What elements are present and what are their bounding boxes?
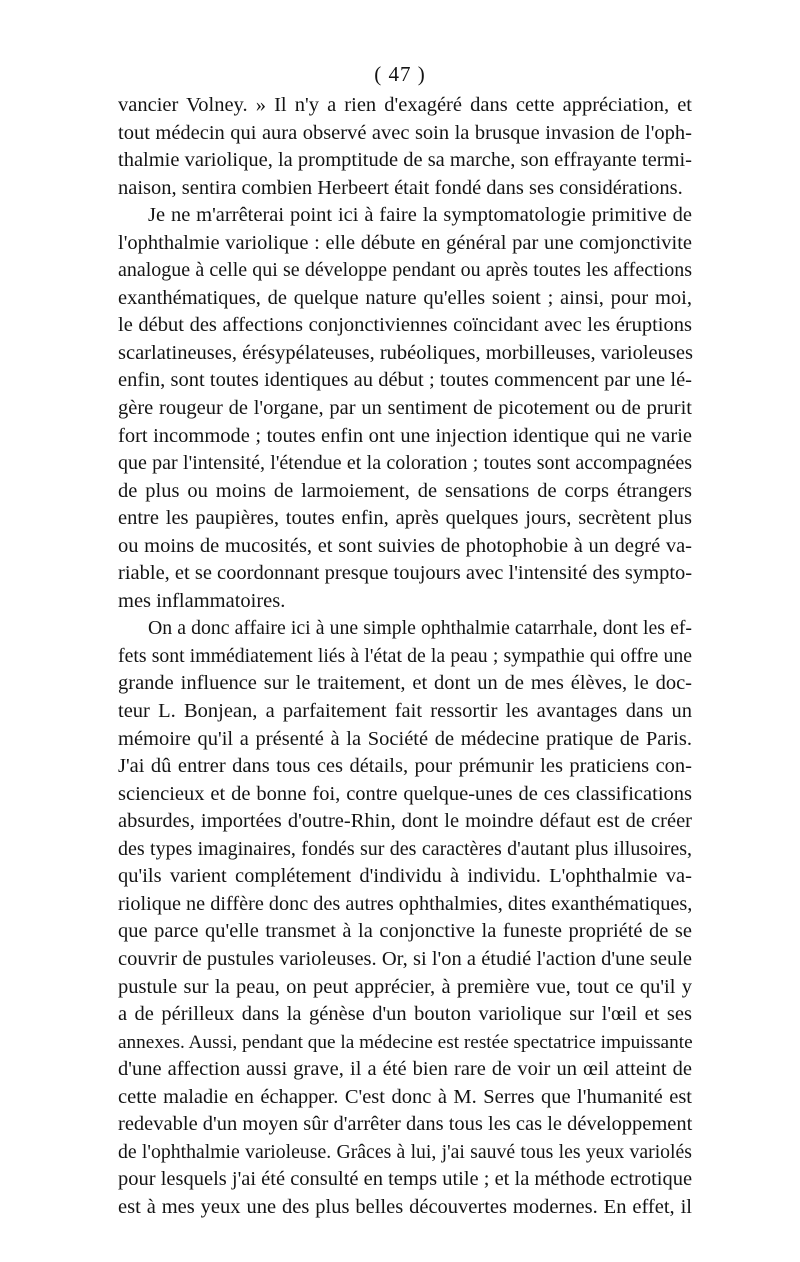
text-line: que par l'intensité, l'étendue et la coloration ; toutes sont accompagnées — [118, 452, 692, 475]
text-line: des types imaginaires, fondés sur des caractères d'autant plus illusoires, — [118, 837, 692, 860]
text-line: d'une affection aussi grave, il a été bien rare de voir un œil atteint de — [118, 1058, 692, 1081]
text-line: exanthématiques, de quelque nature qu'elles soient ; ainsi, pour moi, — [118, 286, 692, 309]
text-line: naison, sentira combien Herbeert était fondé dans ses considérations. — [118, 176, 683, 199]
text-line: mes inflammatoires. — [118, 589, 286, 612]
text-line: J'ai dû entrer dans tous ces détails, pour prémunir les praticiens con- — [118, 755, 692, 778]
text-line: absurdes, importées d'outre-Rhin, dont le moindre défaut est de créer — [118, 810, 692, 833]
text-line: scarlatineuses, érésypélateuses, rubéoliques, morbilleuses, varioleuses — [118, 341, 693, 364]
paragraph — [118, 615, 692, 1221]
body-text — [118, 92, 692, 1221]
text-line: vancier Volney. » Il n'y a rien d'exagéré dans cette appréciation, et — [118, 94, 692, 116]
text-line: On a donc affaire ici à une simple ophthalmie catarrhale, dont les ef- — [148, 617, 692, 640]
text-line: pour lesquels j'ai été consulté en temps utile ; et la méthode ectrotique — [118, 1168, 693, 1191]
text-line: teur L. Bonjean, a parfaitement fait ressortir les avantages dans un — [118, 700, 692, 723]
text-line: que parce qu'elle transmet à la conjonctive la funeste propriété de se — [118, 920, 692, 943]
text-line: gère rougeur de l'organe, par un sentiment de picotement ou de prurit — [118, 397, 692, 420]
text-line: pustule sur la peau, on peut apprécier, à première vue, tout ce qu'il y — [118, 975, 692, 998]
text-line: grande influence sur le traitement, et dont un de mes élèves, le doc- — [118, 672, 692, 695]
text-line: entre les paupières, toutes enfin, après quelques jours, secrètent plus — [118, 507, 692, 530]
text-line: de plus ou moins de larmoiement, de sensations de corps étrangers — [118, 479, 692, 502]
text-line: de l'ophthalmie varioleuse. Grâces à lui, j'ai sauvé tous les yeux variolés — [118, 1140, 692, 1163]
text-line: riolique ne diffère donc des autres ophthalmies, dites exanthématiques, — [118, 892, 693, 915]
text-line: est à mes yeux une des plus belles découvertes modernes. En effet, il — [118, 1195, 692, 1218]
text-line: enfin, sont toutes identiques au début ; toutes commencent par une lé- — [118, 369, 692, 392]
text-line: l'ophthalmie variolique : elle débute en général par une comjonctivite — [118, 231, 692, 254]
text-line: mémoire qu'il a présenté à la Société de médecine pratique de Paris. — [118, 727, 692, 750]
text-line: thalmie variolique, la promptitude de sa marche, son effrayante termi- — [118, 149, 692, 172]
paragraph — [118, 92, 692, 202]
paragraph — [118, 202, 692, 615]
text-line: a de périlleux dans la génèse d'un bouton variolique sur l'œil et ses — [118, 1003, 692, 1026]
text-line: cette maladie en échapper. C'est donc à M. Serres que l'humanité est — [118, 1085, 692, 1108]
text-line: fets sont immédiatement liés à l'état de la peau ; sympathie qui offre une — [118, 644, 692, 667]
text-line: tout médecin qui aura observé avec soin la brusque invasion de l'oph- — [118, 121, 692, 144]
text-line: redevable d'un moyen sûr d'arrêter dans tous les cas le développement — [118, 1113, 693, 1136]
page-number: ( 47 ) — [374, 62, 426, 86]
text-line: le début des affections conjonctiviennes coïncidant avec les éruptions — [118, 314, 692, 337]
text-line: annexes. Aussi, pendant que la médecine est restée spectatrice impuissante — [118, 1031, 693, 1053]
text-line: fort incommode ; toutes enfin ont une injection identique qui ne varie — [118, 424, 692, 447]
text-line: ou moins de mucosités, et sont suivies de photophobie à un degré va- — [118, 534, 692, 557]
text-line: analogue à celle qui se développe pendant ou après toutes les affections — [118, 259, 692, 282]
text-line: riable, et se coordonnant presque toujours avec l'intensité des sympto- — [118, 562, 693, 585]
text-line: couvrir de pustules varioleuses. Or, si l'on a étudié l'action d'une seule — [118, 947, 692, 970]
text-line: qu'ils varient complétement d'individu à individu. L'ophthalmie va- — [118, 865, 692, 888]
text-line: Je ne m'arrêterai point ici à faire la symptomatologie primitive de — [148, 204, 692, 227]
text-line: sciencieux et de bonne foi, contre quelque-unes de ces classifications — [118, 782, 692, 805]
